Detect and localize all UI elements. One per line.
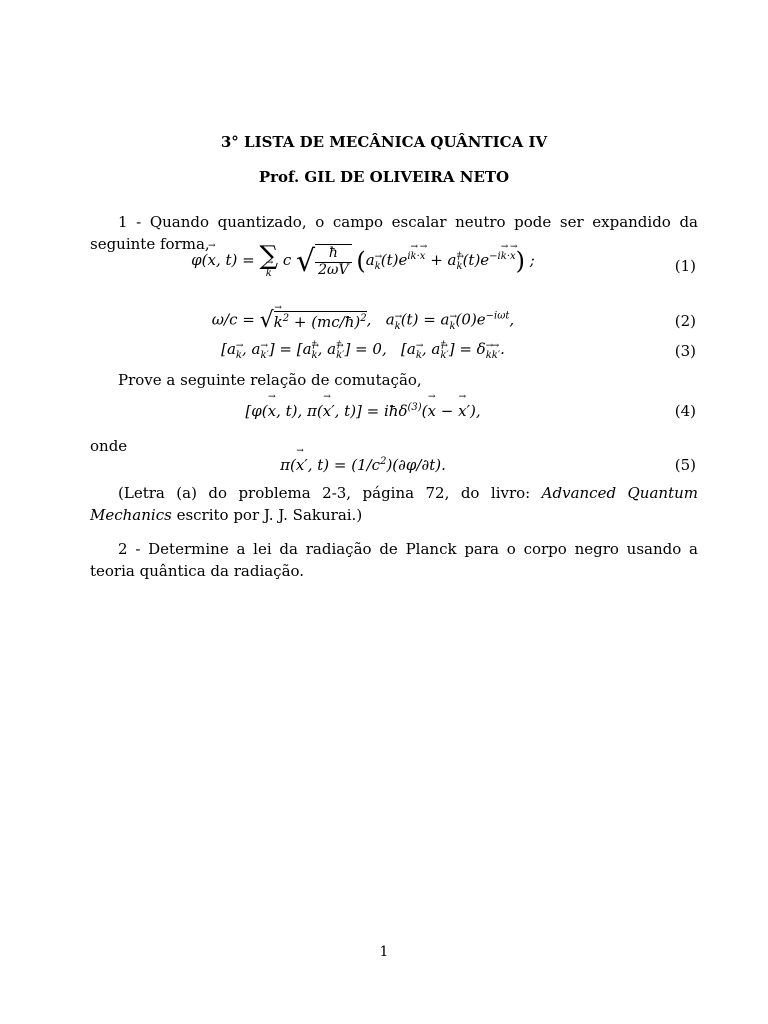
equation-3-number: (3) <box>674 342 696 360</box>
where-text: onde <box>90 437 128 455</box>
reference-note <box>90 482 698 526</box>
equation-3-body: [$a_k$, $a_{k'}] = [a^\dagger_k$, $a^\dagger_{k'}] = 0$, [$a_k$, $a^\dagger_{k'}] = \delta_{kk'}$. <box>221 340 505 361</box>
equation-5-body: π(→ x′, $t) = (1/c^2)(\partial\varphi/\partial t)$. <box>90 456 636 474</box>
equation-3 <box>90 338 696 368</box>
equation-1-body: φ(→ x, t) = ∑ → k c √ $\frac{ħ}{2\omega V}$ $(a_k(t)e^{ik\cdot x} + a^\dagger_k(t)e^{-ik\cdot x})$ ; <box>90 243 636 279</box>
document-title: 3° LISTA DE MECÂNICA QUÂNTICA IV <box>220 133 548 151</box>
equation-1-number: (1) <box>674 257 696 275</box>
equation-5 <box>90 454 696 484</box>
reference-suffix: escrito por J. J. Sakurai.) <box>171 506 363 524</box>
equation-1 <box>90 243 696 293</box>
problem-1-intro: 1 - Quando quantizado, o campo escalar neutro pode ser expandido da seguinte forma, <box>90 213 698 253</box>
professor-name: Prof. GIL DE OLIVEIRA NETO <box>258 168 510 186</box>
equation-2-body: ω/c = √→ $k^2$ + (mc/ħ)$^2$, $a_k(t) = a_k(0)e^{-i\omega t}$, <box>90 308 636 333</box>
prove-text: Prove a seguinte relação de comutação, <box>118 371 422 389</box>
problem-2-text: 2 - Determine a lei da radiação de Planck para o corpo negro usando a teoria quântica da radiação. <box>90 540 698 580</box>
reference-book-title: Advanced Quantum Mechanics <box>90 484 698 524</box>
equation-4-number: (4) <box>674 402 696 420</box>
equation-2-number: (2) <box>674 312 696 330</box>
equation-2 <box>90 306 696 336</box>
page-number: 1 <box>379 944 389 960</box>
equation-4 <box>90 400 696 430</box>
equation-4-body: [φ(→ x, t), π(→ x′, t)] = iħδ$^{(3)}$(→ x − → x′), <box>90 402 636 420</box>
reference-prefix: (Letra (a) do problema 2-3, página 72, do livro: <box>118 484 542 502</box>
equation-5-number: (5) <box>674 456 696 474</box>
